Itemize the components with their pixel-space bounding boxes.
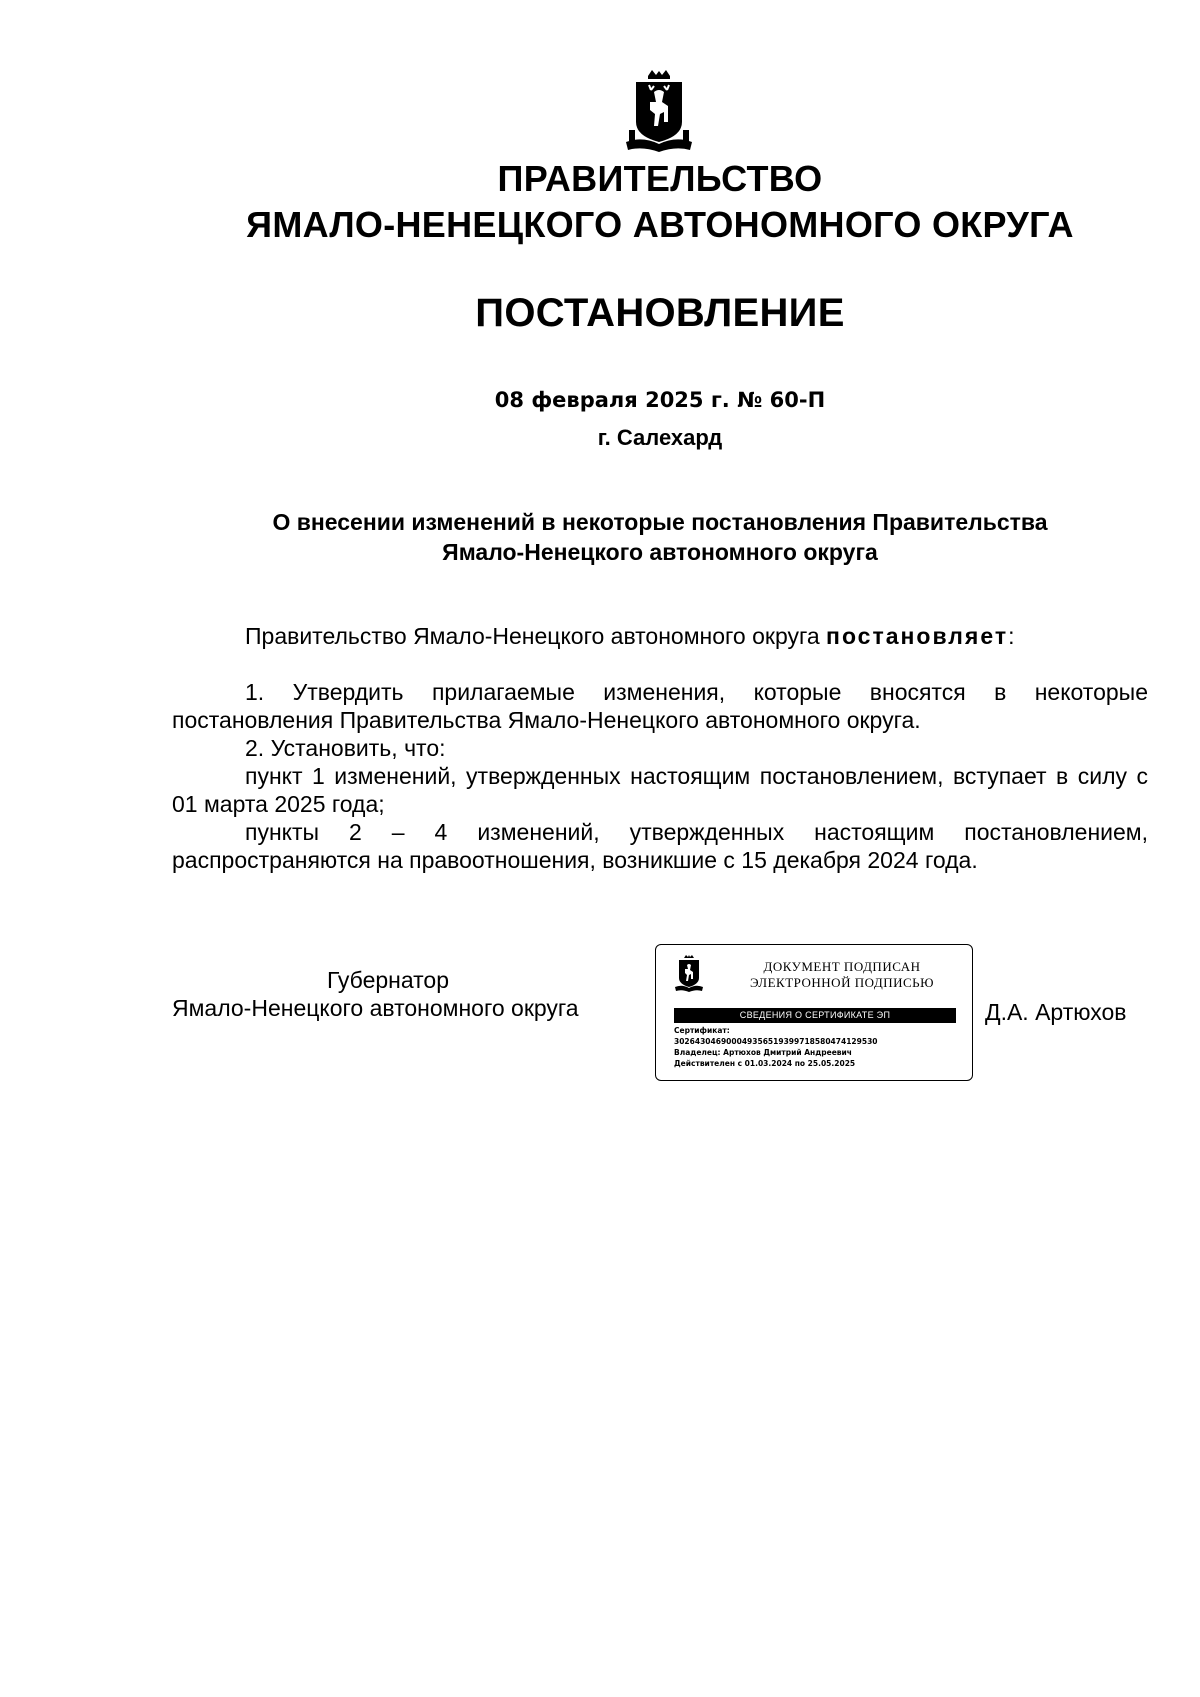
stamp-validity: Действителен с 01.03.2024 по 25.05.2025 [674,1059,856,1068]
stamp-certificate-label: Сертификат: [674,1026,730,1035]
signer-name: Д.А. Артюхов [985,999,1127,1025]
document-type-heading: ПОСТАНОВЛЕНИЕ [475,291,845,335]
stamp-certificate-number: 302643046900049356519399718580474129530 [674,1037,878,1046]
item-2-subpoint-b: пункты 2 – 4 изменений, утвержденных настоящим постановлением, распространяются на правоотношения, возникшие с 15 декабря 2024 года. [172,819,1148,873]
government-name-line2: ЯМАЛО-НЕНЕЦКОГО АВТОНОМНОГО ОКРУГА [246,204,1074,245]
item-2: 2. Установить, что: [245,735,446,761]
preamble-end: : [1008,623,1015,649]
preamble [172,622,1148,650]
preamble-text: Правительство Ямало-Ненецкого автономного округа [245,623,827,649]
yanao-coat-of-arms-small-icon [674,955,704,993]
preamble-keyword: постановляет [826,623,1009,649]
stamp-certificate-bar: СВЕДЕНИЯ О СЕРТИФИКАТЕ ЭП [674,1008,956,1023]
signer-position-line1: Губернатор [326,967,450,993]
stamp-certificate-info [674,1025,964,1069]
document-title-line2: Ямало-Ненецкого автономного округа [442,539,878,565]
stamp-title-line1: ДОКУМЕНТ ПОДПИСАН [763,959,921,974]
document-title-line1: О внесении изменений в некоторые постановления Правительства [272,509,1048,535]
resolution-items [172,678,1148,874]
stamp-title-line2: ЭЛЕКТРОННОЙ ПОДПИСЬЮ [750,975,934,990]
document-title [172,507,1148,567]
electronic-signature-stamp [655,944,973,1081]
signer-position-line2: Ямало-Ненецкого автономного округа [172,995,579,1021]
signer-position [172,966,644,1022]
document-city: г. Салехард [597,425,723,450]
government-name-line1: ПРАВИТЕЛЬСТВО [497,158,823,199]
yanao-coat-of-arms-icon [624,70,694,154]
stamp-owner: Владелец: Артюхов Дмитрий Андреевич [674,1048,852,1057]
item-2-subpoint-a: пункт 1 изменений, утвержденных настоящим постановлением, вступает в силу с 01 марта 2025 года; [172,763,1148,817]
item-1: 1. Утвердить прилагаемые изменения, которые вносятся в некоторые постановления Правительства Ямало-Ненецкого автономного округа. [172,679,1148,733]
stamp-title [722,959,962,991]
document-date-number: 08 февраля 2025 г. № 60-П [494,388,826,412]
